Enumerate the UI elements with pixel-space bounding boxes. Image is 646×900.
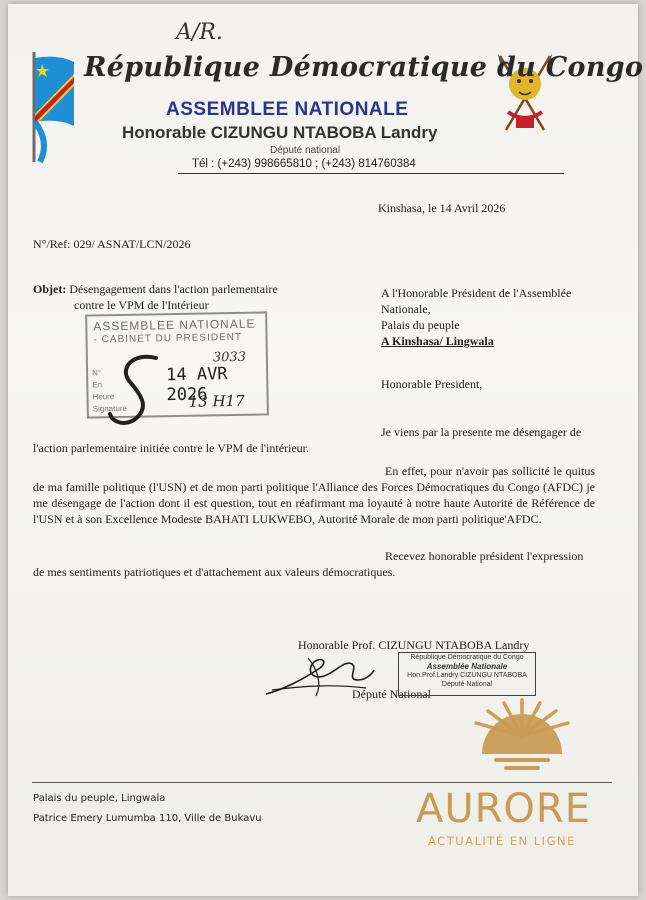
subject-label: Objet: xyxy=(33,282,67,296)
deputy-stamp xyxy=(398,652,536,696)
footer-address-1: Palais du peuple, Lingwala xyxy=(33,793,166,804)
watermark-tagline: ACTUALITÉ EN LIGNE xyxy=(428,834,576,848)
recipient-line-4: A Kinshasa/ Lingwala xyxy=(381,334,494,348)
paragraph-1-end: l'action parlementaire initiée contre le VPM de l'intérieur. xyxy=(33,441,310,455)
stamp-date: 14 AVR 2026 xyxy=(166,364,228,406)
letter-date: Kinshasa, le 14 Avril 2026 xyxy=(378,201,506,215)
stamp-field-4: Signature xyxy=(92,403,128,414)
stamp-field-3: Heure xyxy=(92,392,115,402)
paragraph-1-start: Je viens par la presente me désengager de xyxy=(381,425,582,439)
deputy-stamp-line-1: République Démocratique du Congo xyxy=(410,654,524,661)
stamp-number: 3033 xyxy=(212,349,247,366)
signatory-title: Honorable Prof. CIZUNGU NTABOBA Landry xyxy=(298,638,530,652)
recipient-block xyxy=(381,285,601,349)
signatory-role: Député National xyxy=(352,687,431,701)
drc-flag-icon xyxy=(28,52,80,164)
recipient-line-1: A l'Honorable Président de l'Assemblée xyxy=(381,286,572,300)
footer-address-2: Patrice Emery Lumumba 110, Ville de Bukavu xyxy=(33,813,262,824)
stamp-field-2: En xyxy=(92,380,103,390)
reception-initial-signature-icon xyxy=(104,350,174,430)
salutation: Honorable President, xyxy=(381,377,483,391)
stamp-header-2: - CABINET DU PRESIDENT xyxy=(93,331,243,346)
paragraph-3: Recevez honorable président l'expression de mes sentiments patriotiques et d'attachement aux valeurs démocratiques. xyxy=(33,549,584,579)
subject-line-2: contre le VPM de l'Intérieur xyxy=(74,298,209,312)
subject-block xyxy=(33,281,333,313)
deputy-name: Honorable CIZUNGU NTABOBA Landry xyxy=(122,123,438,142)
deputy-stamp-line-4: Député National xyxy=(441,681,493,688)
reference-number: N°/Ref: 029/ ASNAT/LCN/2026 xyxy=(33,237,191,251)
recipient-line-3: Palais du peuple xyxy=(381,318,460,332)
footer-divider xyxy=(32,782,612,783)
paragraph-2: En effet, pour n'avoir pas sollicité le quitus de ma famille politique (l'USN) et de mon parti politique l'Alliance des Forces Démocratiques du Congo (AFDC) je me désengage de l'action dont il est question, tout en réafirmant ma loyauté à notre haute Autorité de Référence de l'USN et à son Excellence Modeste BAHATI LUKWEBO, Autorité Morale de mon parti politique'AFDC. xyxy=(33,464,595,526)
handwritten-note: A/R. xyxy=(176,20,223,45)
header-divider xyxy=(178,173,564,174)
watermark-brand: AURORE xyxy=(416,786,591,832)
phone-numbers: Tél : (+243) 998665810 ; (+243) 814760384 xyxy=(192,158,416,170)
republic-title: République Démocratique du Congo xyxy=(84,52,644,83)
deputy-stamp-line-3: Hon.Prof.Landry CIZUNGU NTABOBA xyxy=(407,672,527,679)
deputy-role: Député national xyxy=(270,145,341,156)
stamp-time: 13 H17 xyxy=(188,391,245,411)
sunrise-logo-icon xyxy=(452,696,592,776)
deputy-stamp-line-2: Assemblée Nationale xyxy=(426,662,508,671)
assembly-title: ASSEMBLEE NATIONALE xyxy=(166,99,409,120)
stamp-header-1: ASSEMBLEE NATIONALE xyxy=(93,316,256,334)
subject-line-1: Désengagement dans l'action parlementaire xyxy=(69,282,278,296)
stamp-field-1: N° xyxy=(92,368,102,378)
recipient-line-2: Nationale, xyxy=(381,302,431,316)
